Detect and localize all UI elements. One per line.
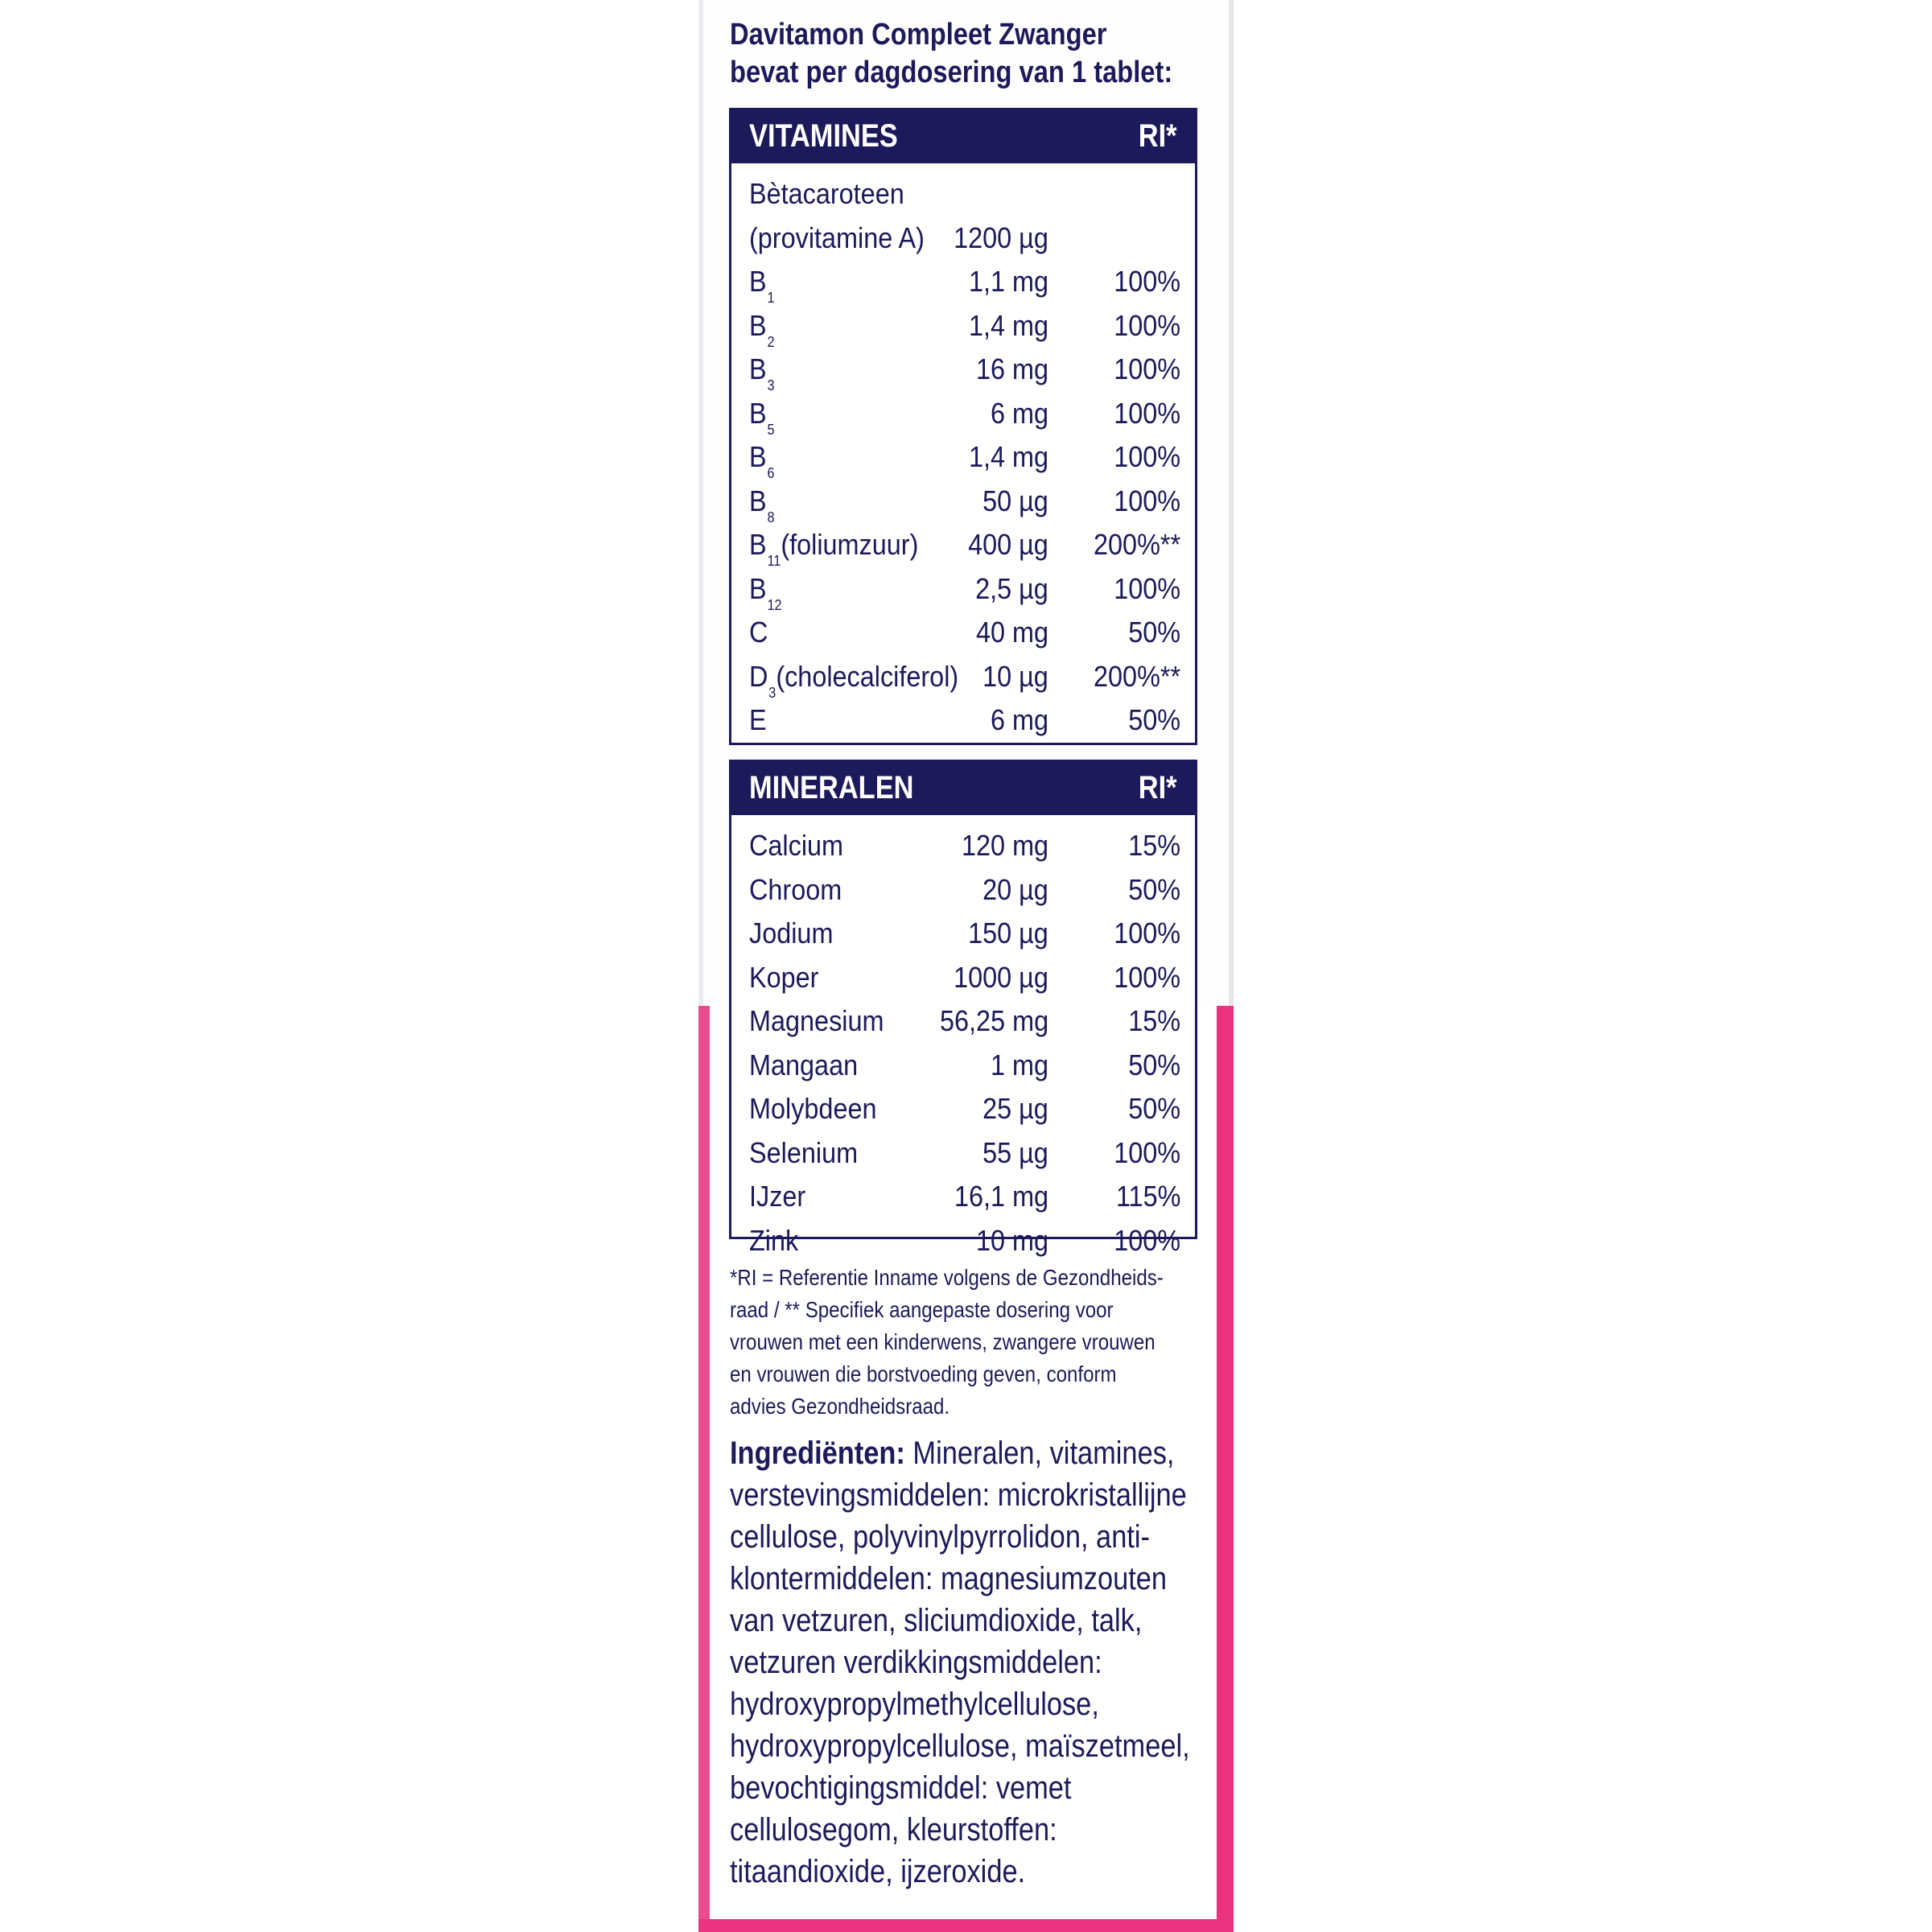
mineral-amount: 55 µg — [982, 1135, 1048, 1169]
vitamin-row — [731, 612, 1195, 653]
mineral-amount: 1000 µg — [954, 960, 1048, 994]
vitamin-row — [731, 699, 1195, 741]
mineral-ri-percent: 100% — [1114, 1223, 1180, 1257]
ingredients-line: verstevingsmiddelen: microkristallijne — [730, 1477, 1187, 1513]
ingredients-line: klontermiddelen: magnesiumzouten — [730, 1561, 1168, 1596]
vitamin-name-text: D — [749, 659, 768, 693]
mineral-name — [749, 1000, 884, 1042]
vitamin-name — [749, 699, 767, 741]
mineral-name — [749, 957, 818, 999]
mineral-row — [731, 1044, 1195, 1086]
mineral-name-text: Magnesium — [749, 1004, 884, 1037]
vitamin-name-text: B — [749, 352, 767, 385]
mineral-name-text: IJzer — [749, 1180, 806, 1213]
panel-edge-shadow-left — [698, 0, 703, 1006]
ingredients-line: hydroxypropylmethylcellulose, — [730, 1687, 1099, 1722]
mineral-name-text: Calcium — [749, 829, 844, 862]
ingredients-label: Ingrediënten: — [730, 1436, 905, 1471]
footnote-line: *RI = Referentie Inname volgens de Gezondheids- — [730, 1265, 1164, 1290]
vitamin-ri-percent: 100% — [1114, 571, 1180, 605]
vitamin-amount: 1200 µg — [954, 220, 1048, 254]
mineral-amount: 25 µg — [982, 1092, 1048, 1125]
vitamin-ri-percent: 200%** — [1093, 528, 1180, 561]
vitamin-name-text: C — [749, 616, 768, 649]
vitamin-name-subscript: 3 — [768, 684, 777, 701]
pink-edge-right — [1217, 1006, 1234, 1932]
mineral-amount: 10 mg — [975, 1223, 1048, 1257]
ingredients-first-line — [730, 1432, 1193, 1474]
mineral-ri-percent: 100% — [1114, 1135, 1180, 1169]
footnote-line: vrouwen met een kinderwens, zwangere vrouwen — [730, 1329, 1155, 1354]
vitamins-table-header — [731, 110, 1195, 163]
vitamin-amount: 1,1 mg — [968, 265, 1048, 298]
minerals-ri-label: RI* — [1139, 770, 1177, 805]
mineral-name-text: Molybdeen — [749, 1092, 877, 1125]
vitamin-ri-percent: 100% — [1114, 308, 1180, 342]
vitamin-ri-percent: 100% — [1114, 484, 1180, 517]
vitamin-amount: 10 µg — [982, 659, 1048, 693]
ingredients-line: van vetzuren, sliciumdioxide, talk, — [730, 1603, 1143, 1638]
vitamin-name-text: B — [749, 484, 767, 517]
vitamin-name-subscript: 6 — [767, 465, 775, 481]
vitamin-name-text: B — [749, 396, 767, 430]
vitamin-name-subscript: 8 — [767, 509, 775, 525]
vitamin-ri-percent: 100% — [1114, 440, 1180, 473]
vitamin-row — [731, 305, 1195, 350]
mineral-row — [731, 1132, 1195, 1174]
pink-bottom-strip — [698, 1919, 1234, 1932]
mineral-ri-percent: 15% — [1128, 1004, 1180, 1037]
vitamin-ri-percent: 50% — [1128, 703, 1180, 736]
ingredients-line: vetzuren verdikkingsmiddelen: — [730, 1645, 1102, 1680]
vitamin-name-subscript: 2 — [767, 333, 775, 350]
mineral-ri-percent: 15% — [1128, 829, 1180, 862]
vitamin-row — [731, 436, 1195, 481]
mineral-name — [749, 1132, 858, 1174]
mineral-ri-percent: 100% — [1114, 917, 1180, 950]
vitamin-name-text: (provitamine A) — [749, 220, 925, 254]
mineral-amount: 150 µg — [968, 917, 1048, 950]
mineral-ri-percent: 115% — [1115, 1180, 1180, 1213]
vitamin-row — [731, 348, 1195, 393]
ri-footnote — [730, 1262, 1172, 1423]
minerals-table-header — [731, 762, 1195, 815]
mineral-ri-percent: 50% — [1128, 1092, 1180, 1125]
footnote-line: advies Gezondheidsraad. — [730, 1394, 950, 1419]
minerals-table — [729, 760, 1197, 1257]
vitamin-name — [749, 612, 768, 653]
footnote-line: en vrouwen die borstvoeding geven, conform — [730, 1361, 1117, 1386]
mineral-ri-percent: 50% — [1128, 872, 1180, 906]
ingredients-line: bevochtigingsmiddel: vemet — [730, 1770, 1072, 1806]
vitamin-row — [731, 217, 1195, 259]
vitamin-amount: 16 mg — [975, 352, 1048, 385]
vitamins-title: VITAMINES — [749, 118, 898, 154]
mineral-amount: 120 mg — [961, 829, 1048, 862]
vitamin-amount: 400 µg — [968, 528, 1048, 561]
vitamin-row — [731, 524, 1195, 569]
vitamin-row — [731, 173, 1195, 215]
vitamin-ri-percent: 200%** — [1093, 659, 1180, 693]
ingredients-line: titaandioxide, ijzeroxide. — [730, 1854, 1026, 1889]
vitamin-name-subscript: 5 — [767, 421, 775, 438]
mineral-ri-percent: 100% — [1114, 960, 1180, 994]
mineral-amount: 16,1 mg — [954, 1180, 1048, 1213]
mineral-name-text: Selenium — [749, 1135, 859, 1169]
vitamin-ri-percent: 100% — [1114, 352, 1180, 385]
footnote-line: raad / ** Specifiek aangepaste dosering voor — [730, 1297, 1114, 1322]
mineral-row — [731, 1176, 1195, 1217]
mineral-name-text: Koper — [749, 960, 819, 994]
vitamin-amount: 1,4 mg — [968, 308, 1048, 342]
vitamin-name-text: B — [749, 571, 767, 605]
vitamin-amount: 6 mg — [990, 396, 1048, 430]
vitamin-name — [749, 217, 925, 259]
vitamin-row — [731, 656, 1195, 701]
mineral-name — [749, 869, 842, 911]
vitamin-ri-percent: 100% — [1114, 265, 1180, 298]
vitamin-name-text: B — [749, 440, 767, 473]
vitamin-row — [731, 480, 1195, 525]
ingredients-line: hydroxypropylcellulose, maïszetmeel, — [730, 1728, 1190, 1764]
mineral-name-text: Chroom — [749, 872, 842, 906]
pink-edge-left — [698, 1006, 710, 1932]
vitamin-name-suffix: (foliumzuur) — [781, 528, 919, 561]
vitamin-name-subscript: 11 — [767, 553, 781, 569]
vitamin-name-text: B — [749, 528, 767, 561]
vitamin-name-text: B — [749, 308, 767, 342]
mineral-name-text: Zink — [749, 1223, 799, 1257]
vitamin-row — [731, 261, 1195, 306]
mineral-row — [731, 957, 1195, 999]
mineral-row — [731, 1220, 1195, 1262]
mineral-name — [749, 912, 833, 954]
vitamin-amount: 6 mg — [990, 703, 1048, 736]
panel-edge-shadow-right — [1229, 0, 1234, 1006]
vitamin-ri-percent: 50% — [1128, 616, 1180, 649]
mineral-name — [749, 1044, 858, 1086]
heading-line-1: Davitamon Compleet Zwanger — [730, 18, 1107, 51]
vitamin-amount: 1,4 mg — [968, 440, 1048, 473]
vitamin-name-suffix: (cholecalciferol) — [776, 659, 959, 693]
vitamin-name-subscript: 1 — [767, 290, 775, 306]
vitamins-ri-label: RI* — [1139, 118, 1177, 154]
vitamins-table — [729, 108, 1197, 745]
mineral-name — [749, 1088, 877, 1130]
mineral-row — [731, 825, 1195, 867]
vitamin-name-text: Bètacaroteen — [749, 177, 904, 210]
vitamin-ri-percent: 100% — [1114, 396, 1180, 430]
vitamin-name-subscript: 3 — [767, 377, 775, 393]
mineral-name — [749, 825, 843, 867]
mineral-row — [731, 912, 1195, 954]
ingredients-text — [730, 1432, 1193, 1893]
mineral-amount: 56,25 mg — [939, 1004, 1048, 1037]
vitamin-amount: 40 mg — [975, 616, 1048, 649]
mineral-name — [749, 1220, 798, 1262]
mineral-amount: 20 µg — [982, 872, 1048, 906]
vitamin-name-text: E — [749, 703, 767, 736]
mineral-name-text: Jodium — [749, 917, 834, 950]
product-heading — [730, 16, 1173, 92]
vitamin-row — [731, 393, 1195, 438]
mineral-amount: 1 mg — [990, 1048, 1048, 1081]
vitamin-name — [749, 173, 904, 215]
mineral-row — [731, 1088, 1195, 1130]
vitamin-amount: 50 µg — [982, 484, 1048, 517]
mineral-row — [731, 869, 1195, 911]
vitamin-row — [731, 568, 1195, 613]
mineral-ri-percent: 50% — [1128, 1048, 1180, 1081]
mineral-row — [731, 1000, 1195, 1042]
ingredients-first-line-text: Mineralen, vitamines, — [904, 1436, 1175, 1471]
vitamin-name-text: B — [749, 265, 767, 298]
vitamin-name-subscript: 12 — [767, 596, 782, 613]
ingredients-line: cellulosegom, kleurstoffen: — [730, 1812, 1057, 1848]
ingredients-line: cellulose, polyvinylpyrrolidon, anti- — [730, 1519, 1150, 1555]
mineral-name-text: Mangaan — [749, 1048, 859, 1081]
vitamin-amount: 2,5 µg — [975, 571, 1048, 605]
minerals-title: MINERALEN — [749, 770, 914, 805]
heading-line-2: bevat per dagdosering van 1 tablet: — [730, 56, 1173, 89]
mineral-name — [749, 1176, 805, 1217]
